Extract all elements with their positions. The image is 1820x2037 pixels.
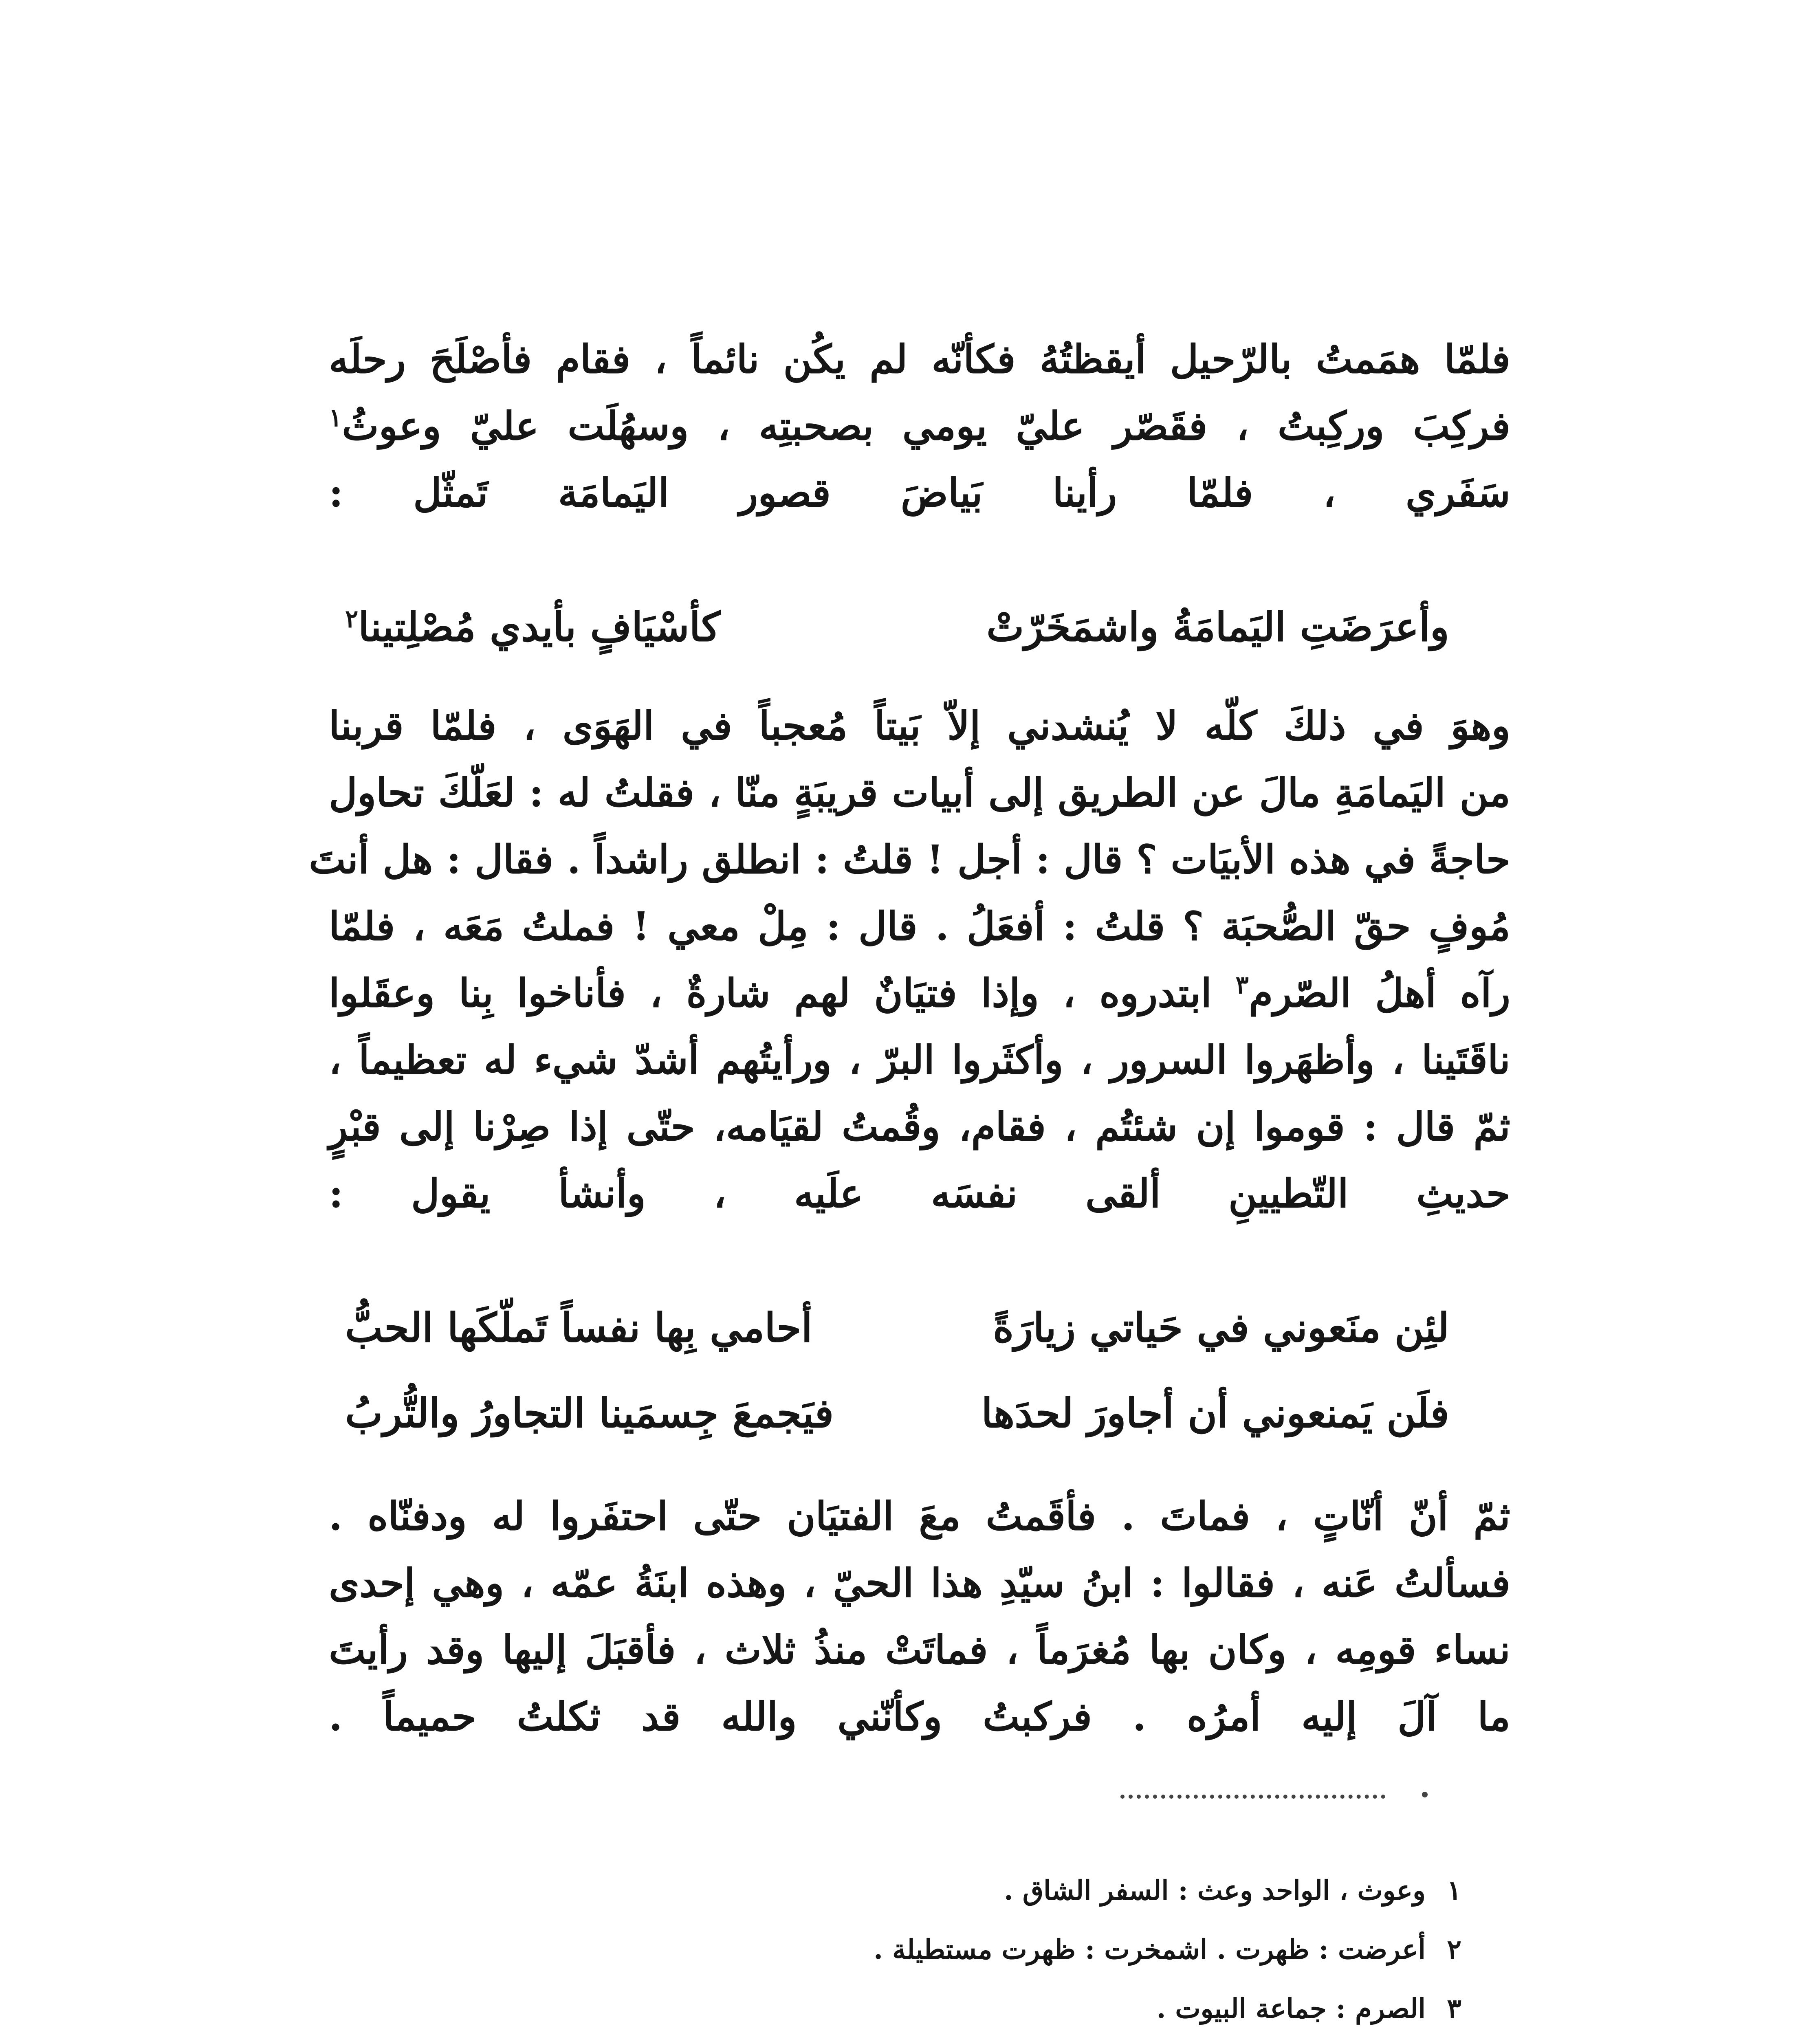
paragraph-line: ناقَتَينا ، وأظهَروا السرور ، وأكثَروا البرّ ، ورأيتُهم أشدّ شيء له تعظيماً ، <box>329 1037 1510 1083</box>
paragraph-line: فلمّا همَمتُ بالرّحيل أيقظتُهُ فكأنّه لم يكُن نائماً ، فقام فأصْلَحَ رحلَه <box>329 336 1510 382</box>
verse-second-hemistich: فيَجمعَ جِسمَينا التجاورُ والتُّربُ <box>345 1390 834 1437</box>
footnote-number: ٣ <box>1447 1993 1461 2024</box>
footnote-separator <box>1120 1795 1385 1799</box>
paragraph-line: مُوفٍ حقّ الصُّحبَة ؟ قلتُ : أفعَلُ . قال : مِلْ معي ! فملتُ مَعَه ، فلمّا <box>329 903 1510 949</box>
paragraph-3 <box>329 1483 1510 1750</box>
paragraph-line: من اليَمامَةِ مالَ عن الطريق إلى أبيات قريبَةٍ منّا ، فقلتُ له : لعَلّكَ تحاول <box>329 770 1510 816</box>
paragraph-line: حاجةً في هذه الأبيَات ؟ قال : أجل ! قلتُ : انطلق راشداً . فقال : هل أنتَ <box>309 836 1510 882</box>
paragraph-1 <box>329 326 1510 526</box>
footnote-separator-dot <box>1422 1792 1428 1797</box>
footnote-text: الصرم : جماعة البيوت . <box>1156 1993 1426 2024</box>
verse-second-hemistich: أحامي بِها نفساً تَملّكَها الحبُّ <box>345 1304 812 1351</box>
verse-1 <box>329 587 1510 668</box>
verse-first-hemistich: فلَن يَمنعوني أن أجاورَ لحدَها <box>981 1390 1449 1437</box>
footnote-text: وعوث ، الواحد وعث : السفر الشاق . <box>1004 1874 1426 1906</box>
paragraph-line: نساء قومِه ، وكان بها مُغرَماً ، فماتَتْ منذُ ثلاث ، فأقبَلَ إليها وقد رأيتَ <box>329 1627 1510 1673</box>
paragraph-line: حديثِ التّطيينِ ألقى نفسَه علَيه ، وأنشأ يقول : <box>329 1170 1510 1216</box>
footnote-text: أعرضت : ظهرت . اشمخرت : ظهرت مستطيلة . <box>874 1934 1426 1965</box>
verse-first-hemistich: وأعرَضَتِ اليَمامَةُ واشمَخَرّتْ <box>986 604 1449 651</box>
paragraph-line: وهوَ في ذلكَ كلّه لا يُنشدني إلاّ بَيتاً مُعجباً في الهَوَى ، فلمّا قربنا <box>329 703 1511 749</box>
verse-2 <box>329 1287 1510 1369</box>
footnote-number: ١ <box>1447 1874 1461 1906</box>
paragraph-line: ما آلَ إليه أمرُه . فركبتُ وكأنّني والله قد ثكلتُ حميماً . <box>329 1694 1510 1740</box>
footnote-1 <box>1004 1870 1461 1911</box>
verse-second-hemistich: كأسْيَافٍ بأيدي مُصْلِتينا$^٢$ <box>345 604 721 651</box>
paragraph-2 <box>309 693 1511 1227</box>
footnote-2 <box>874 1929 1461 1970</box>
verse-first-hemistich: لئِن منَعوني في حَياتي زيارَةً <box>993 1304 1449 1351</box>
paragraph-line: ثمّ قال : قوموا إن شئتُم ، فقام، وقُمتُ لقيَامه، حتّى إذا صِرْنا إلى قبْرٍ <box>329 1104 1510 1150</box>
paragraph-line: ثمّ أنّ أنّاتٍ ، فماتَ . فأقَمتُ معَ الفتيَان حتّى احتفَروا له ودفنّاه . <box>329 1493 1510 1539</box>
paragraph-line: سَفَري ، فلمّا رأينا بَياضَ قصور اليَمامَة تَمثّل : <box>329 470 1510 516</box>
footnote-3 <box>1156 1988 1461 2029</box>
paragraph-line: فركِبَ وركِبتُ ، فقَصّر عليّ يومي بصحبتِه ، وسهُلَت عليّ وعوثُ$^١$ <box>329 403 1510 449</box>
verse-3 <box>329 1373 1510 1454</box>
paragraph-line: فسألتُ عَنه ، فقالوا : ابنُ سيّدِ هذا الحيّ ، وهذه ابنَةُ عمّه ، وهي إحدى <box>329 1560 1510 1606</box>
footnote-number: ٢ <box>1447 1934 1461 1965</box>
paragraph-line: رآه أهلُ الصّرم$^٣$ ابتدروه ، وإذا فتيَانٌ لهم شارةٌ ، فأناخوا بِنا وعقَلوا <box>329 970 1511 1016</box>
